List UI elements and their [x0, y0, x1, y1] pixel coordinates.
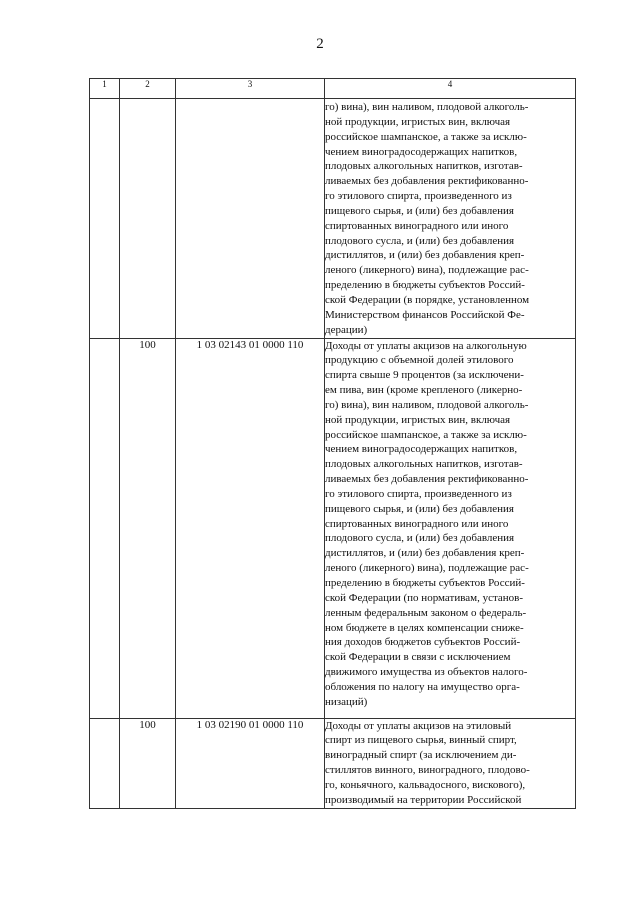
table-row — [90, 338, 576, 718]
cell-revenue-code — [176, 99, 325, 339]
cell-col-1 — [90, 338, 120, 718]
cell-col-1 — [90, 718, 120, 808]
cell-description: го) вина), вин наливом, плодовой алкоголь- ной продукции, игристых вин, включая российское шампанское, а также за исклю- чением виноградосодержащих напитков, плодовых алкогольных напитков, изготав- ливаемых без добавления ректификованно- го этилового спирта, произведенного из пищевого сырья, и (или) без добавления спиртованных виноградного или иного плодового сусла, и (или) без добавления дистиллятов, и (или) без добавления креп- леного (ликерного) вина), подлежащие рас- пределению в бюджеты субъектов Россий- ской Федерации (в порядке, установленном Министерством финансов Российской Фе- дерации) — [325, 99, 576, 339]
table-row — [90, 718, 576, 808]
revenue-codes-table — [89, 78, 576, 809]
page-number: 2 — [316, 36, 324, 52]
cell-admin-code — [120, 99, 176, 339]
cell-revenue-code: 1 03 02143 01 0000 110 — [176, 338, 325, 718]
cell-admin-code: 100 — [120, 718, 176, 808]
header-col-3: 3 — [176, 79, 325, 99]
header-col-4: 4 — [325, 79, 576, 99]
cell-col-1 — [90, 99, 120, 339]
cell-description: Доходы от уплаты акцизов на этиловый спирт из пищевого сырья, винный спирт, виноградный спирт (за исключением ди- стиллятов винного, виноградного, плодово- го, коньячного, кальвадосного, вискового), производимый на территории Российской — [325, 718, 576, 808]
header-row — [90, 79, 576, 99]
cell-admin-code: 100 — [120, 338, 176, 718]
header-col-2: 2 — [120, 79, 176, 99]
header-col-1: 1 — [90, 79, 120, 99]
cell-description: Доходы от уплаты акцизов на алкогольную продукцию с объемной долей этилового спирта свыше 9 процентов (за исключени- ем пива, вин (кроме крепленого (ликерно- го) вина), вин наливом, плодовой алкоголь- ной продукции, игристых вин, включая российское шампанское, а также за исклю- чением виноградосодержащих напитков, плодовых алкогольных напитков, изготав- ливаемых без добавления ректификованно- го этилового спирта, произведенного из пищевого сырья, и (или) без добавления спиртованных виноградного или иного плодового сусла, и (или) без добавления дистиллятов, и (или) без добавления креп- леного (ликерного) вина), подлежащие рас- пределению в бюджеты субъектов Россий- ской Федерации (по нормативам, установ- ленным федеральным законом о федераль- ном бюджете в целях компенсации сниже- ния доходов бюджетов субъектов Россий- ской Федерации в связи с исключением движимого имущества из объектов налого- обложения по налогу на имущество орга- низаций) — [325, 338, 576, 718]
table-row — [90, 99, 576, 339]
cell-revenue-code: 1 03 02190 01 0000 110 — [176, 718, 325, 808]
